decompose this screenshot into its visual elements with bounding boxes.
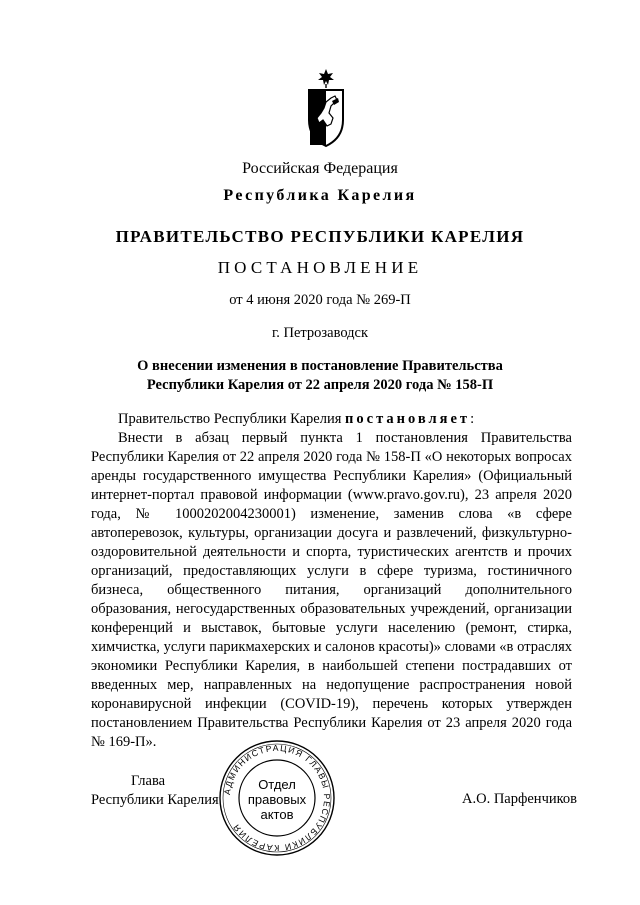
- signature-title: [91, 772, 219, 810]
- subject-line-1: О внесении изменения в постановление Правительства: [137, 358, 503, 374]
- stamp-line-1: Отдел: [258, 777, 296, 792]
- subject-line-2: Республики Карелия от 22 апреля 2020 года № 158-П: [146, 377, 494, 393]
- country-name: Российская Федерация: [242, 160, 398, 177]
- intro-text: Правительство Республики Карелия: [118, 411, 342, 427]
- document-city: г. Петрозаводск: [271, 325, 369, 341]
- signatory-name: А.О. Парфенчиков: [462, 791, 578, 807]
- document-type: ПОСТАНОВЛЕНИЕ: [217, 258, 423, 277]
- decree-verb: постановляет: [345, 411, 471, 427]
- main-paragraph: Внести в абзац первый пункта 1 постановления Правительства Республики Карелия от 22 апреля 2020 года № 158-П «О некоторых вопросах аренды государственного имущества Республики Карелия» (Официальный интернет-портал правовой информации (www.pravo.gov.ru), 23 апреля 2020 года, № 1000202004230001) изменение, заменив слова «в сфере автоперевозок, культуры, организации досуга и развлечений, физкультурно-оздоровительной деятельности и спорта, туристических агентств и прочих организаций, предоставляющих услуги в сфере туризма, гостиничного бизнеса, общественного питания, организаций дополнительного образования, негосударственных образовательных учреждений, организации конференций и выставок, бытовые услуги населению (ремонт, стирка, химчистка, услуги парикмахерских и салонов красоты)» словами «в отраслях экономики Республики Карелия, в наибольшей степени пострадавших от введенных мер, направленных на недопущение распространения новой коронавирусной инфекции (COVID-19), перечень которых утвержден постановлением Правительства Республики Карелия от 23 апреля 2020 года № 169-П».: [91, 430, 572, 750]
- document-subject: [0, 357, 640, 395]
- stamp-line-2: правовых: [247, 792, 307, 807]
- stamp-line-3: актов: [260, 807, 294, 822]
- signature-title-line-1: Глава: [131, 773, 166, 789]
- intro-colon: :: [470, 411, 475, 427]
- republic-name: Республика Карелия: [223, 187, 417, 204]
- document-date-number: от 4 июня 2020 года № 269-П: [229, 292, 411, 308]
- document-body: [91, 410, 572, 752]
- government-heading: ПРАВИТЕЛЬСТВО РЕСПУБЛИКИ КАРЕЛИЯ: [115, 227, 525, 246]
- signature-title-line-2: Республики Карелия: [91, 792, 219, 808]
- karelia-coat-of-arms-icon: [301, 68, 351, 148]
- legal-department-stamp: [217, 738, 337, 858]
- stamp-ring-text: АДМИНИСТРАЦИЯ ГЛАВЫ РЕСПУБЛИКИ КАРЕЛИЯ: [222, 742, 333, 854]
- intro-paragraph: [91, 410, 572, 429]
